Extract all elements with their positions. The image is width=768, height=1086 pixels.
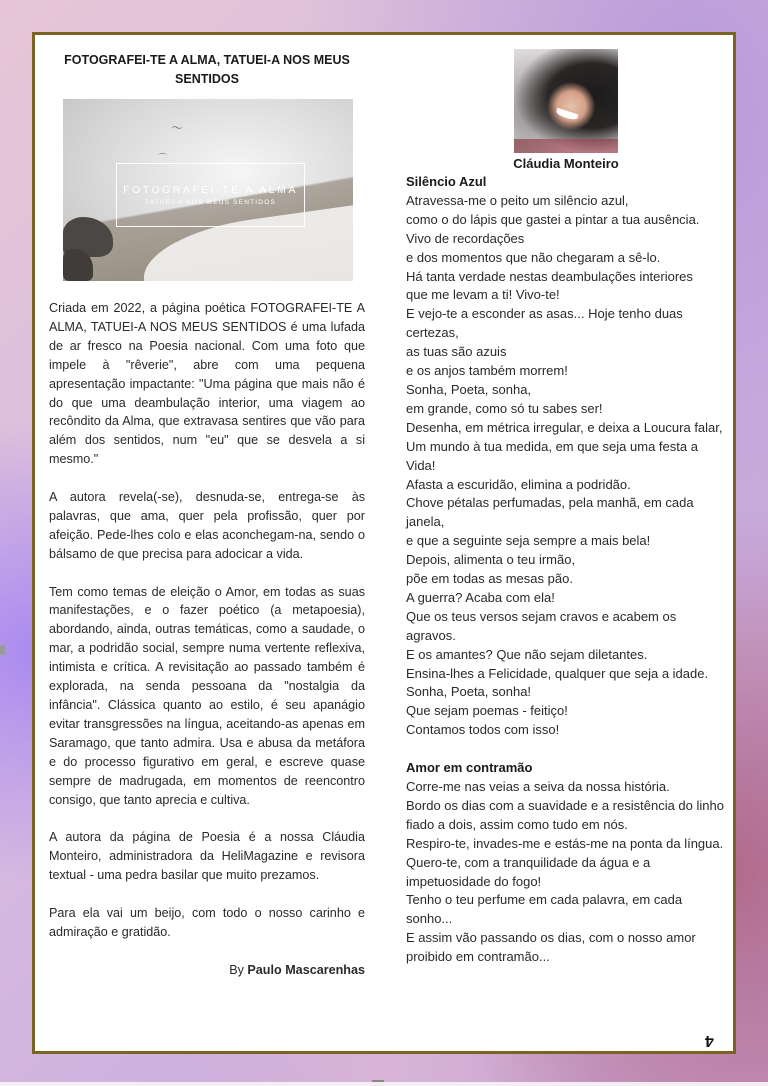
poem-line: E vejo-te a esconder as asas... Hoje tenho duas certezas, (406, 306, 683, 341)
portrait-scarf (514, 139, 618, 153)
poem-spacer (406, 740, 726, 759)
poem-line: Desenha, em métrica irregular, e deixa a Loucura falar, (406, 419, 723, 435)
poem-line: A guerra? Acaba com ela! (406, 589, 555, 605)
poem-line: E assim vão passando os dias, com o nosso amor proibido em contramão... (406, 930, 696, 965)
byline-prefix: By (229, 962, 244, 977)
article-paragraph: A autora da página de Poesia é a nossa Cláudia Monteiro, administradora da HeliMagazine e revisora textual - uma pedra basilar que muito prezamos. (49, 830, 365, 883)
poem-line: põe em todas as mesas pão. (406, 571, 573, 587)
poem-line: Bordo os dias com a suavidade e a resistência do linho fiado a dois, assim como tudo em nós. (406, 797, 724, 832)
poem-line: Quero-te, com a tranquilidade da água e a impetuosidade do fogo! (406, 854, 651, 889)
overlay-title: FOTOGRAFEI-TE A ALMA (123, 184, 298, 196)
poem-line: Um mundo à tua medida, em que seja uma festa a Vida! (406, 438, 698, 473)
article-paragraph: Para ela vai um beijo, com todo o nosso carinho e admiração e gratidão. (49, 905, 365, 939)
bottom-strip (0, 1082, 768, 1086)
poem-line: Respiro-te, invades-me e estás-me na ponta da língua. (406, 835, 724, 851)
poem-line: que me levam a ti! Vivo-te! (406, 287, 560, 303)
poem-title: Silêncio Azul (406, 174, 487, 189)
poem-line: Ensina-lhes a Felicidade, qualquer que seja a idade. (406, 665, 709, 681)
page-frame (32, 32, 736, 1054)
poem-line: Que sejam poemas - feitiço! (406, 703, 568, 719)
poem-line: Afasta a escuridão, elimina a podridão. (406, 476, 631, 492)
poem-line: Atravessa-me o peito um silêncio azul, (406, 192, 629, 208)
author-portrait (514, 49, 618, 153)
poem-line: E os amantes? Que não sejam diletantes. (406, 646, 648, 662)
poem-line: Sonha, Poeta, sonha! (406, 684, 532, 700)
poem-line: Sonha, Poeta, sonha, (406, 381, 532, 397)
article-title: FOTOGRAFEI-TE A ALMA, TATUEI-A NOS MEUS SENTIDOS (64, 53, 350, 86)
seagull-icon: 〜 (171, 121, 184, 135)
page-number: 4 (705, 1032, 714, 1049)
poem-line: Chove pétalas perfumadas, pela manhã, em cada janela, (406, 495, 694, 530)
poem-title: Amor em contramão (406, 760, 533, 776)
overlay-subtitle: TATUEI-A NOS MEUS SENTIDOS (145, 199, 276, 206)
article-paragraph: Tem como temas de eleição o Amor, em todas as suas manifestações, e o fazer poético (a metapoesia), abordando, ainda, outras temáticas, como a saudade, o mar, a podridão social, sempre numa vertente reflexiva, intimista e crítica. A revisitação ao passado também é explorada, na senda pessoana da "nostalgia da infância". Clássica quanto ao estilo, é seu apanágio evitar transgressões na língua, aceitando-as apenas em Saramago, que tanto admira. Usa e abusa da metáfora e do processo figurativo em geral, e escreve quase sempre de madrugada, em momentos de reencontro consigo, que tanto aprecia e cultiva. (49, 584, 365, 807)
byline (49, 961, 365, 980)
author-name: Cláudia Monteiro (513, 156, 619, 171)
poem-amor-em-contramao (406, 759, 726, 967)
byline-author: Paulo Mascarenhas (247, 962, 365, 977)
article-column (49, 47, 365, 980)
article-paragraph: A autora revela(-se), desnuda-se, entrega-se às palavras, que ama, quer pela profissão, quer por afeição. Pede-lhes colo e elas aconchegam-na, sendo o bálsamo de que precisa para adocicar a vida. (49, 490, 365, 561)
poem-silencio-azul (406, 173, 726, 740)
poem-line: Contamos todos com isso! (406, 722, 560, 738)
poem-line: Tenho o teu perfume em cada palavra, em cada sonho... (406, 892, 683, 927)
article-paragraph: Criada em 2022, a página poética FOTOGRAFEI-TE A ALMA, TATUEI-A NOS MEUS SENTIDOS é uma lufada de ar fresco na Poesia nacional. Com uma foto que impele à "rêverie", abre com uma pequena apresentação impactante: "Uma página que mais não é do que uma deambulação interior, uma viagem ao recôndito da Alma, que extravasa sentires que vão para além dos sentidos, num "eu" que se desvela a si mesmo." (49, 301, 365, 467)
beach-photo (63, 99, 353, 281)
poem-line: Depois, alimenta o teu irmão, (406, 552, 576, 568)
poem-line: e dos momentos que não chegaram a sê-lo. (406, 249, 661, 265)
portrait-smile (555, 108, 578, 121)
poem-line: como o do lápis que gastei a pintar a tua ausência. (406, 211, 700, 227)
edge-marker (0, 645, 5, 655)
photo-overlay-box (116, 163, 305, 227)
poem-line: Vivo de recordações (406, 230, 525, 246)
poem-line: Há tanta verdade nestas deambulações interiores (406, 268, 693, 284)
poem-line: e os anjos também morrem! (406, 363, 568, 379)
poem-line: Que os teus versos sejam cravos e acabem os agravos. (406, 608, 677, 643)
poem-line: em grande, como só tu sabes ser! (406, 400, 603, 416)
poem-line: as tuas são azuis (406, 344, 507, 360)
poems-column (406, 47, 726, 967)
seagull-icon: ⌒ (158, 153, 168, 163)
poem-line: e que a seguinte seja sempre a mais bela! (406, 533, 651, 549)
poem-line: Corre-me nas veias a seiva da nossa história. (406, 778, 670, 794)
